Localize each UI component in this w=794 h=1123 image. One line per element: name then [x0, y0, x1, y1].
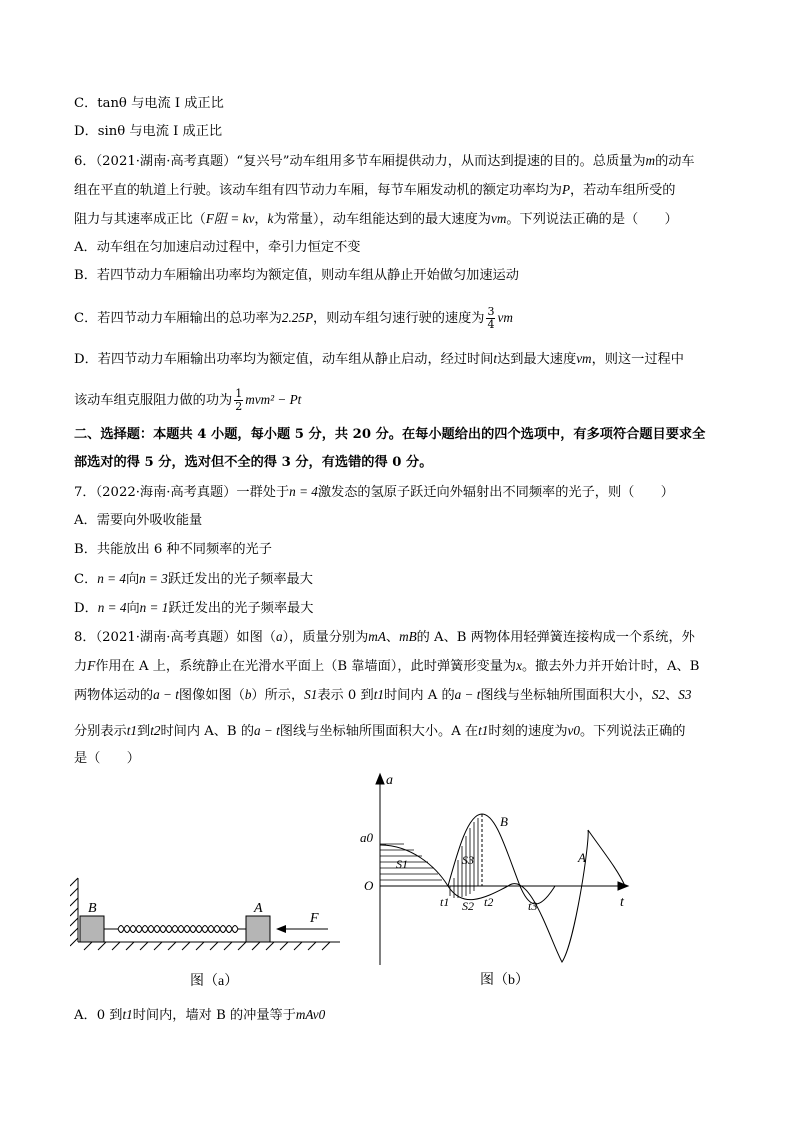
q6-stem-line2: 组在平直的轨道上行驶。该动车组有四节动力车厢，每节车厢发动机的额定功率均为P，若动车组所受的	[74, 182, 676, 198]
force-arrowhead	[276, 925, 286, 933]
axis-y-label: a	[386, 773, 393, 788]
curve-b-label: B	[500, 814, 508, 829]
fraction-3-4: $\frac{3}{4}$	[487, 305, 495, 331]
s2-hatching	[450, 886, 474, 898]
label-f: F	[310, 911, 319, 926]
figure-a	[70, 870, 350, 995]
t1-label: t1	[440, 895, 450, 909]
block-b	[80, 916, 104, 942]
origin-label: O	[364, 878, 374, 893]
q8-stem-line2: 力F作用在 A 上，系统静止在光滑水平面上（B 靠墙面），此时弹簧形变量为x。撤去外力并开始计时，A、B	[74, 658, 700, 674]
q7-option-d: D．n = 4向n = 1跃迁发出的光子频率最大	[74, 600, 314, 616]
s1-hatching	[380, 844, 442, 880]
s2-label: S2	[462, 899, 474, 913]
q7-option-c: C．n = 4向n = 3跃迁发出的光子频率最大	[74, 571, 313, 587]
q8-stem-line4: 分别表示t1到t2时间内 A、B 的a − t图线与坐标轴所围面积大小。A 在t1时刻的速度为v0。下列说法正确的	[74, 723, 686, 739]
q6-stem-line3: 阻力与其速率成正比（F阻 = kv，k为常量），动车组能达到的最大速度为vm。下列说法正确的是（ ）	[74, 211, 678, 227]
label-a: A	[254, 901, 263, 916]
q6-option-d: D．若四节动力车厢输出功率均为额定值，动车组从静止启动，经过时间t达到最大速度vm，则这一过程中	[74, 351, 684, 367]
q6-option-a: A．动车组在匀加速启动过程中，牵引力恒定不变	[74, 240, 361, 255]
figure-b	[350, 770, 640, 995]
q7-option-a: A．需要向外吸收能量	[74, 513, 203, 528]
curve-a-label: A	[578, 850, 586, 865]
q5-option-c: C．tanθ 与电流 I 成正比	[74, 96, 224, 111]
t3-label: t3	[528, 899, 538, 913]
a0-label: a0	[360, 830, 373, 845]
t2-label: t2	[484, 895, 494, 909]
q8-stem-line5: 是（ ）	[74, 751, 140, 766]
spring-coil	[104, 926, 246, 933]
axis-x-label: t	[620, 895, 624, 910]
section2-heading-line2: 部选对的得 5 分，选对但不全的得 3 分，有选错的得 0 分。	[74, 455, 433, 470]
q6-option-c: C．若四节动力车厢输出的总功率为2.25P，则动车组匀速行驶的速度为 $\frac{3}{4}$ vm	[74, 305, 513, 331]
label-b: B	[88, 901, 97, 916]
block-a	[246, 916, 270, 942]
q7-stem: 7．（2022·海南·高考真题）一群处于n = 4激发态的氢原子跃迁向外辐射出不同频率的光子，则（ ）	[74, 484, 674, 500]
q7-option-b: B．共能放出 6 种不同频率的光子	[74, 542, 272, 557]
q6-stem-line1: 6．（2021·湖南·高考真题）“复兴号”动车组用多节车厢提供动力，从而达到提速的目的。总质量为m的动车	[74, 153, 695, 169]
wall-hatching	[70, 878, 340, 950]
figure-a-caption: 图（a）	[190, 974, 239, 989]
q5-option-d: D．sinθ 与电流 I 成正比	[74, 124, 223, 139]
q6-option-d-line2: 该动车组克服阻力做的功为 $\frac{1}{2}$ mvm² − Pt	[74, 387, 302, 413]
q8-stem-line3: 两物体运动的a − t图像如图（b）所示，S1表示 0 到t1时间内 A 的a − t图线与坐标轴所围面积大小，S2、S3	[74, 687, 692, 703]
q6-option-b: B．若四节动力车厢输出功率均为额定值，则动车组从静止开始做匀加速运动	[74, 268, 519, 283]
q8-option-a: A．0 到t1时间内，墙对 B 的冲量等于mAv0	[74, 1007, 326, 1023]
fraction-1-2: $\frac{1}{2}$	[235, 387, 243, 413]
t-axis-arrowhead	[618, 882, 628, 890]
section2-heading-line1: 二、选择题：本题共 4 小题，每小题 5 分，共 20 分。在每小题给出的四个选项中，有多项符合题目要求全	[74, 427, 706, 442]
s1-label: S1	[396, 857, 408, 871]
curve-a	[380, 830, 625, 962]
s3-label: S3	[462, 853, 474, 867]
figure-b-caption: 图（b）	[480, 973, 529, 988]
a-axis-arrowhead	[376, 774, 384, 784]
q8-stem-line1: 8．（2021·湖南·高考真题）如图（a），质量分别为mA、mB的 A、B 两物体用轻弹簧连接构成一个系统，外	[74, 629, 695, 645]
